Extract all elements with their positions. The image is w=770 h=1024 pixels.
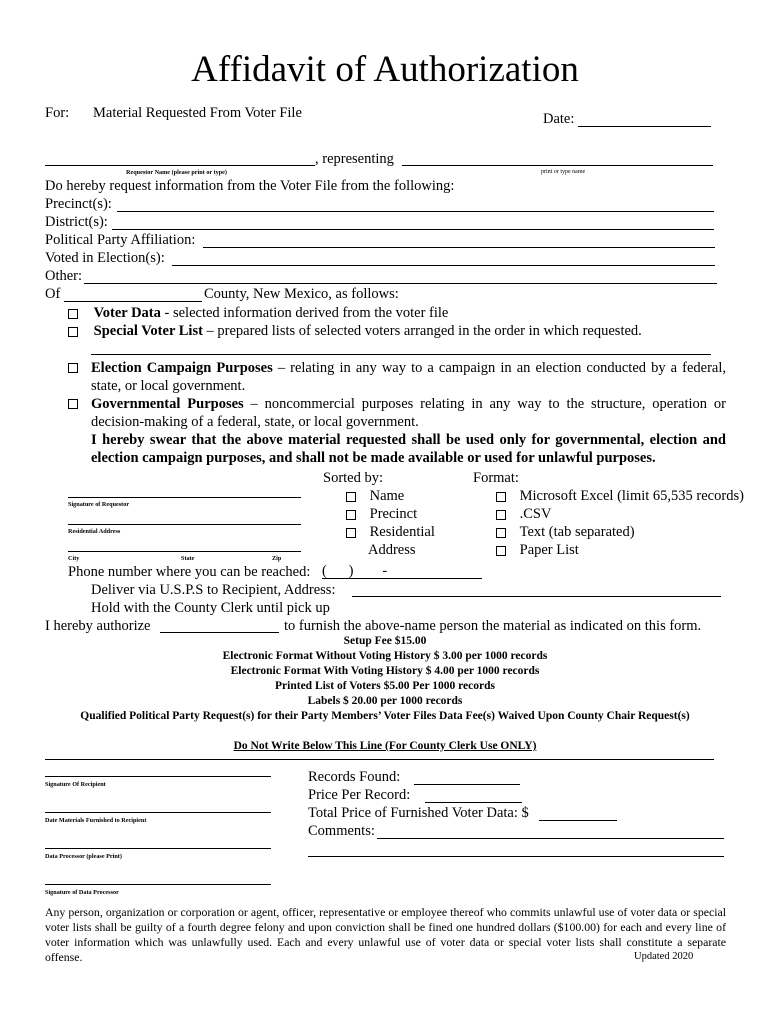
county-field[interactable]: [64, 301, 202, 302]
precinct-label: Precinct(s):: [45, 196, 112, 212]
fee-setup: Setup Fee $15.00: [343, 635, 427, 647]
voted-label: Voted in Election(s):: [45, 250, 165, 266]
format-paper-option[interactable]: [496, 542, 579, 559]
residential-caption: Residential Address: [68, 528, 121, 535]
request-intro: Do hereby request information from the Voter File from the following:: [45, 178, 455, 194]
format-excel-checkbox[interactable]: [496, 492, 506, 502]
format-text-label: Text (tab separated): [519, 524, 635, 540]
special-list-checkbox[interactable]: [68, 327, 78, 337]
party-label: Political Party Affiliation:: [45, 232, 196, 248]
fee-labels: Labels $ 20.00 per 1000 records: [307, 695, 463, 707]
voter-data-title: Voter Data: [93, 305, 161, 321]
sig-recipient-caption: Signature Of Recipient: [45, 781, 106, 788]
date-furnished-field[interactable]: [45, 812, 271, 813]
records-label: Records Found:: [308, 769, 401, 785]
sig-recipient-field[interactable]: [45, 776, 271, 777]
voter-data-option[interactable]: [68, 305, 448, 322]
authorize-label: I hereby authorize: [45, 618, 151, 634]
fee-party-waiver: Qualified Political Party Request(s) for their Party Members’ Voter Files Data Fee(s) Waived Upon County Chair Request(s): [80, 710, 690, 722]
authorize-field[interactable]: [160, 632, 279, 633]
sort-residential-checkbox[interactable]: [346, 528, 356, 538]
state-caption: State: [181, 555, 195, 562]
format-paper-checkbox[interactable]: [496, 546, 506, 556]
fee-without-history: Electronic Format Without Voting History $ 3.00 per 1000 records: [222, 650, 548, 662]
format-csv-checkbox[interactable]: [496, 510, 506, 520]
fee-with-history: Electronic Format With Voting History $ 4.00 per 1000 records: [230, 665, 540, 677]
authorize-text: to furnish the above-name person the material as indicated on this form.: [284, 618, 702, 634]
special-list-field[interactable]: [91, 354, 711, 355]
party-field[interactable]: [203, 247, 715, 248]
sort-precinct-label: Precinct: [369, 506, 418, 522]
format-excel-option[interactable]: [496, 488, 744, 505]
sort-address-label: Address: [368, 542, 416, 558]
representing-label: , representing: [315, 151, 394, 167]
price-label: Price Per Record:: [308, 787, 411, 803]
comments-field-2[interactable]: [308, 856, 724, 857]
updated-note: Updated 2020: [634, 951, 694, 962]
sort-precinct-checkbox[interactable]: [346, 510, 356, 520]
sig-processor-caption: Signature of Data Processor: [45, 889, 119, 896]
clerk-notice: Do Not Write Below This Line (For County Clerk Use ONLY): [233, 740, 537, 752]
total-field[interactable]: [539, 820, 617, 821]
requestor-name-field[interactable]: [45, 165, 315, 166]
usps-label[interactable]: Deliver via U.S.P.S to Recipient, Address:: [91, 582, 336, 598]
gov-desc: – noncommercial purposes relating in any way to the structure, operation or decision-making of a federal, state, or local government.: [91, 396, 726, 430]
fee-printed: Printed List of Voters $5.00 Per 1000 records: [275, 680, 495, 692]
records-field[interactable]: [414, 784, 520, 785]
other-label: Other:: [45, 268, 83, 284]
special-list-desc: – prepared lists of selected voters arranged in the order in which requested.: [206, 323, 642, 339]
campaign-option[interactable]: [91, 359, 726, 395]
format-csv-option[interactable]: [496, 506, 551, 523]
voter-data-checkbox[interactable]: [68, 309, 78, 319]
format-label: Format:: [473, 470, 519, 486]
requestor-name-caption: Requestor Name (please print or type): [126, 169, 227, 176]
campaign-title: Election Campaign Purposes: [91, 360, 273, 376]
county-label: County, New Mexico, as follows:: [204, 286, 399, 302]
zip-caption: Zip: [272, 555, 282, 562]
special-list-option[interactable]: [68, 323, 642, 340]
date-furnished-caption: Date Materials Furnished to Recipient: [45, 817, 147, 824]
format-paper-label: Paper List: [519, 542, 579, 558]
usps-address-field[interactable]: [352, 596, 721, 597]
campaign-desc: – relating in any way to a campaign in an election conducted by a federal, state, or local government.: [91, 360, 727, 394]
format-excel-label: Microsoft Excel (limit 65,535 records): [519, 488, 744, 504]
processor-field[interactable]: [45, 848, 271, 849]
format-text-option[interactable]: [496, 524, 635, 541]
campaign-checkbox[interactable]: [68, 363, 78, 373]
voted-field[interactable]: [172, 265, 715, 266]
comments-field[interactable]: [377, 838, 724, 839]
sorted-label: Sorted by:: [323, 470, 384, 486]
legal-warning: Any person, organization or corporation or agent, officer, representative or employee thereof who commits unlawful use of voter data or special voter lists shall be guilty of a fourth degree felony and upon conviction shall be fined one hundred dollars ($100.00) for each and every line of voter information which was unlawfully used. Each and every unlawful use of voter data or special voter lists shall constitute a separate offense.: [45, 905, 726, 964]
gov-checkbox[interactable]: [68, 399, 78, 409]
for-value: Material Requested From Voter File: [93, 105, 302, 121]
sort-residential-label: Residential: [369, 524, 435, 540]
district-label: District(s):: [45, 214, 108, 230]
processor-caption: Data Processor (please Print): [45, 853, 122, 860]
gov-title: Governmental Purposes: [91, 396, 244, 412]
price-field[interactable]: [425, 802, 522, 803]
sort-name-checkbox[interactable]: [346, 492, 356, 502]
campaign-checkbox-wrap: [68, 359, 80, 376]
comments-label: Comments:: [308, 823, 375, 839]
phone-label: Phone number where you can be reached:: [68, 564, 311, 580]
clerk-divider: [45, 759, 714, 760]
city-caption: City: [68, 555, 80, 562]
sort-precinct-option[interactable]: [346, 506, 417, 523]
sort-residential-option[interactable]: [346, 524, 435, 541]
date-field[interactable]: [578, 126, 711, 127]
for-label: For:: [45, 105, 70, 121]
representing-field[interactable]: [402, 165, 713, 166]
date-label: Date:: [543, 111, 575, 127]
signature-caption: Signature of Requestor: [68, 501, 130, 508]
sort-name-label: Name: [369, 488, 405, 504]
page-title: Affidavit of Authorization: [191, 49, 579, 90]
of-label: Of: [45, 286, 61, 302]
signature-field[interactable]: [68, 497, 301, 498]
phone-field[interactable]: ( ) -: [322, 564, 482, 579]
format-csv-label: .CSV: [519, 506, 552, 522]
sort-name-option[interactable]: [346, 488, 404, 505]
print-caption: print or type name: [541, 169, 586, 175]
precinct-field[interactable]: [117, 211, 714, 212]
voter-data-desc: - selected information derived from the voter file: [164, 305, 449, 321]
residential-field[interactable]: [68, 524, 301, 525]
city-state-zip-field[interactable]: [68, 551, 301, 552]
other-field[interactable]: [84, 283, 717, 284]
format-text-checkbox[interactable]: [496, 528, 506, 538]
district-field[interactable]: [112, 229, 714, 230]
gov-checkbox-wrap: [68, 395, 80, 412]
sig-processor-field[interactable]: [45, 884, 271, 885]
hold-label[interactable]: Hold with the County Clerk until pick up: [91, 600, 330, 616]
total-label: Total Price of Furnished Voter Data: $: [308, 805, 529, 821]
oath-text: I hereby swear that the above material requested shall be used only for governmental, election and election campaign purposes, and shall not be made available or used for unlawful purposes.: [91, 432, 726, 466]
gov-option[interactable]: [91, 395, 726, 431]
special-list-title: Special Voter List: [93, 323, 203, 339]
